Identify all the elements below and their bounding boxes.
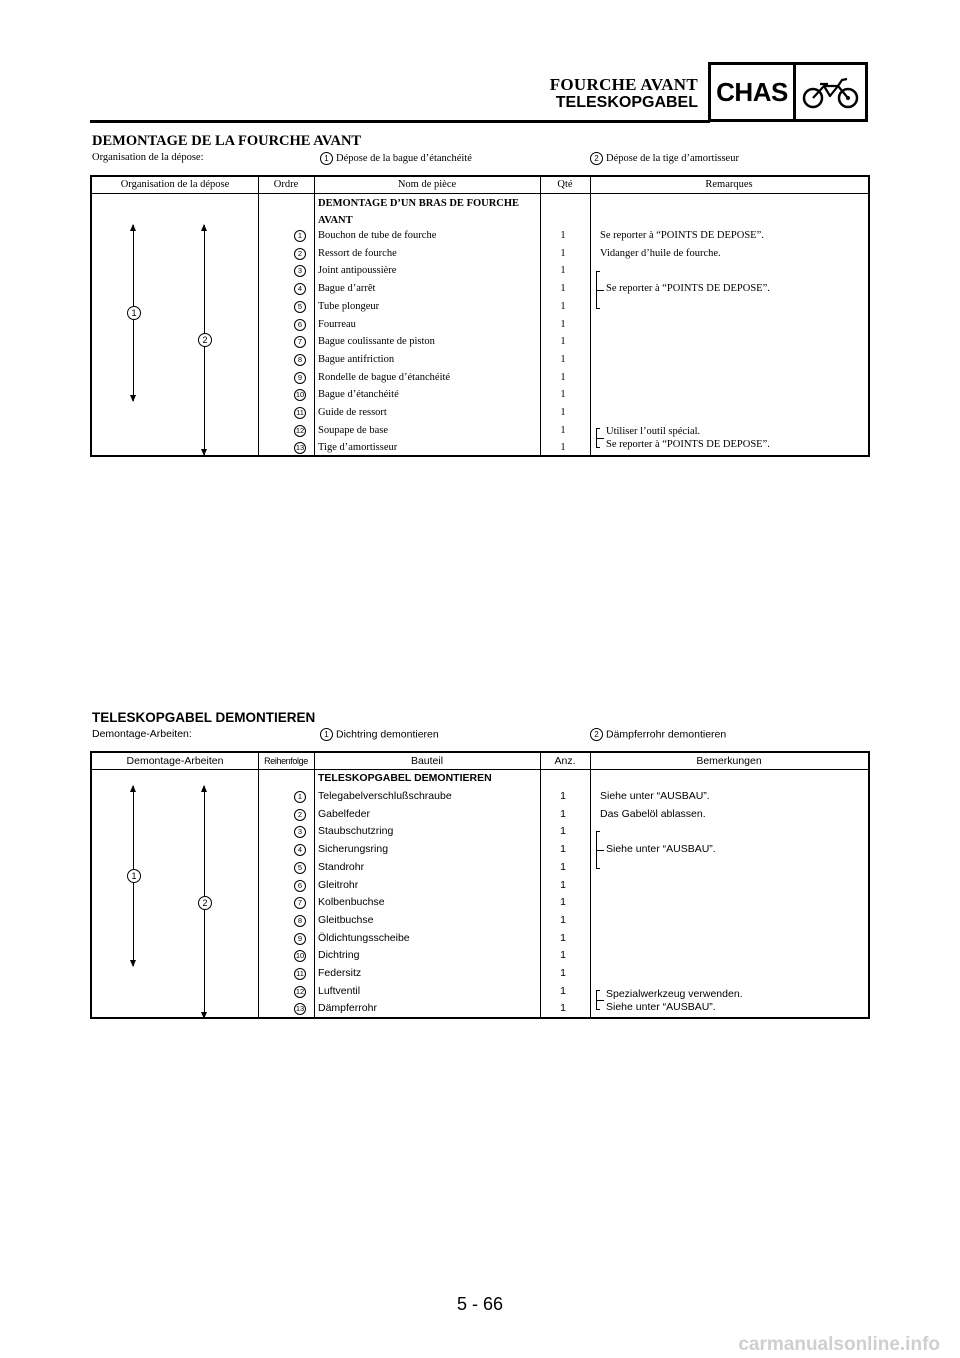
part-name: Bouchon de tube de fourche — [318, 230, 437, 241]
part-name: Tige d’amortisseur — [318, 442, 398, 454]
table-header-de — [92, 753, 868, 770]
col-header: Demontage-Arbeiten — [126, 755, 224, 767]
bracket — [596, 831, 600, 869]
org-item-1-de: 1 Dichtring demontieren — [320, 728, 439, 741]
sequence-label-2: 2 — [198, 896, 212, 910]
remark-bracket-1-de: Siehe unter “AUSBAU”. — [606, 843, 716, 855]
table-row — [92, 317, 868, 335]
circled-number: 6 — [294, 880, 306, 892]
org-item-2-fr: 2 Dépose de la tige d’amortisseur — [590, 152, 739, 165]
parts-table-fr — [90, 175, 870, 457]
remark-bracket-2a-fr: Utiliser l’outil spécial. — [606, 426, 701, 437]
row-order-number — [278, 354, 322, 366]
row-order-number — [278, 336, 322, 348]
col-header: Bemerkungen — [696, 755, 762, 767]
circled-number: 2 — [294, 809, 306, 821]
circled-number: 3 — [294, 265, 306, 277]
part-quantity: 1 — [560, 389, 566, 401]
table-row — [92, 877, 868, 895]
part-quantity: 1 — [560, 967, 566, 979]
row-order-number — [278, 896, 322, 909]
table-row — [92, 405, 868, 423]
part-remark: Vidanger d’huile de fourche. — [600, 247, 721, 259]
part-name: Gabelfeder — [318, 807, 370, 820]
table-row — [92, 788, 868, 806]
circled-number-2: 2 — [590, 152, 603, 165]
col-header: Anz. — [554, 755, 576, 767]
table-row — [92, 841, 868, 859]
table-group-heading-de: TELESKOPGABEL DEMONTIEREN — [318, 772, 492, 784]
col-header: Qté — [557, 179, 573, 190]
part-name: Bague d’étanchéité — [318, 389, 399, 401]
bracket — [596, 428, 600, 448]
sequence-label-1: 1 — [127, 869, 141, 883]
row-order-number — [278, 407, 322, 419]
table-row — [92, 1000, 868, 1018]
circled-number: 9 — [294, 372, 306, 384]
chapter-badge-label: CHAS — [711, 65, 796, 119]
part-quantity: 1 — [560, 407, 566, 418]
circled-number: 11 — [294, 407, 306, 419]
circled-number-1: 1 — [320, 152, 333, 165]
circled-number: 8 — [294, 354, 306, 366]
row-order-number — [278, 389, 322, 401]
remark-bracket-2b-de: Siehe unter “AUSBAU”. — [606, 1001, 716, 1013]
row-order-number — [278, 843, 322, 856]
part-quantity: 1 — [560, 984, 566, 997]
col-header: Bauteil — [410, 755, 444, 767]
row-order-number — [278, 861, 322, 874]
part-name: Gleitrohr — [318, 878, 359, 891]
table-row — [92, 806, 868, 824]
row-order-number — [278, 825, 322, 838]
circled-number: 12 — [295, 986, 305, 996]
header-title-de: TELESKOPGABEL — [555, 94, 698, 111]
part-name: Fourreau — [318, 318, 356, 330]
row-order-number — [278, 301, 322, 313]
part-quantity: 1 — [560, 336, 566, 348]
circled-number: 9 — [294, 933, 306, 945]
row-order-number — [278, 932, 322, 945]
part-name: Dämpferrohr — [318, 1002, 377, 1015]
bracket — [596, 271, 600, 309]
part-name: Federsitz — [318, 967, 362, 979]
org-item-2-de: 2 Dämpferrohr demontieren — [590, 728, 726, 741]
table-row — [92, 423, 868, 441]
part-name: Kolbenbuchse — [318, 896, 385, 909]
table-row — [92, 947, 868, 965]
col-header: Ordre — [273, 179, 299, 190]
section-title-fr: DEMONTAGE DE LA FOURCHE AVANT — [92, 133, 362, 149]
org-label-de: Demontage-Arbeiten: — [92, 728, 192, 740]
circled-number: 3 — [294, 826, 306, 838]
table-row — [92, 859, 868, 877]
circled-number: 5 — [294, 301, 306, 313]
row-order-number — [278, 265, 322, 277]
page-number: 5 - 66 — [456, 1294, 504, 1314]
part-name: Gleitbuchse — [318, 913, 374, 926]
part-quantity: 1 — [560, 949, 566, 962]
remark-bracket-2b-fr: Se reporter à “POINTS DE DEPOSE”. — [606, 439, 770, 450]
table-row — [92, 263, 868, 281]
row-order-number — [278, 985, 322, 998]
circled-number: 10 — [295, 390, 305, 400]
org-label-fr: Organisation de la dépose: — [92, 152, 204, 163]
col-header: Organisation de la dépose — [120, 179, 230, 190]
part-name: Bague coulissante de piston — [318, 336, 435, 348]
section-title-de: TELESKOPGABEL DEMONTIEREN — [92, 710, 316, 725]
row-order-number — [278, 879, 322, 892]
circled-number: 12 — [295, 425, 305, 435]
header-title-fr: FOURCHE AVANT — [549, 75, 698, 94]
part-quantity: 1 — [560, 860, 566, 873]
remark-bracket-1-fr: Se reporter à “POINTS DE DEPOSE”. — [606, 283, 770, 294]
row-order-number — [278, 372, 322, 384]
row-order-number — [278, 230, 322, 242]
row-order-number — [278, 283, 322, 295]
row-order-number — [278, 914, 322, 927]
row-order-number — [278, 790, 322, 803]
motorcycle-icon — [796, 65, 865, 119]
table-header-fr — [92, 177, 868, 194]
table-row — [92, 299, 868, 317]
table-row — [92, 246, 868, 264]
sequence-label-1: 1 — [127, 306, 141, 320]
part-quantity: 1 — [560, 896, 566, 909]
header-titles — [550, 76, 698, 112]
circled-number: 8 — [294, 915, 306, 927]
table-row — [92, 387, 868, 405]
row-order-number — [278, 1002, 322, 1015]
part-quantity: 1 — [560, 878, 566, 891]
part-quantity: 1 — [560, 843, 566, 856]
org-item-1-fr: 1 Dépose de la bague d’étanchéité — [320, 152, 472, 165]
sequence-label-2: 2 — [198, 333, 212, 347]
table-row — [92, 823, 868, 841]
row-order-number — [278, 808, 322, 821]
circled-number: 13 — [295, 1004, 305, 1014]
part-name: Staubschutzring — [318, 825, 394, 838]
part-name: Soupape de base — [318, 424, 388, 436]
part-quantity: 1 — [560, 353, 566, 365]
part-name: Dichtring — [318, 949, 360, 962]
part-quantity: 1 — [560, 825, 566, 838]
part-name: Bague antifriction — [318, 353, 395, 365]
row-order-number — [278, 425, 322, 437]
parts-table-de — [90, 751, 870, 1019]
circled-number: 1 — [294, 791, 306, 803]
part-name: Rondelle de bague d’étanchéité — [318, 371, 451, 383]
part-quantity: 1 — [560, 424, 566, 436]
table-group-heading-fr: DEMONTAGE D’UN BRAS DE FOURCHE AVANT — [318, 198, 520, 226]
bracket — [596, 990, 600, 1010]
chapter-badge — [708, 62, 868, 122]
watermark: carmanualsonline.info — [738, 1334, 940, 1355]
part-quantity: 1 — [560, 931, 566, 944]
part-quantity: 1 — [560, 913, 566, 926]
circled-number: 6 — [294, 319, 306, 331]
table-row — [92, 370, 868, 388]
col-header: Remarques — [705, 179, 753, 190]
part-name: Luftventil — [318, 984, 361, 997]
circled-number: 4 — [294, 844, 306, 856]
part-remark: Siehe unter “AUSBAU”. — [600, 790, 710, 802]
col-header: Nom de pièce — [397, 179, 457, 190]
row-order-number — [278, 967, 322, 980]
part-name: Bague d’arrêt — [318, 283, 376, 295]
part-quantity: 1 — [560, 318, 566, 330]
part-quantity: 1 — [560, 807, 566, 820]
part-quantity: 1 — [560, 230, 566, 241]
header-rule — [90, 120, 710, 123]
table-row — [92, 965, 868, 983]
table-row — [92, 352, 868, 370]
part-name: Ressort de fourche — [318, 247, 397, 259]
table-row — [92, 228, 868, 246]
remark-bracket-2a-de: Spezialwerkzeug verwenden. — [606, 988, 743, 1000]
row-order-number — [278, 442, 322, 454]
circled-number-2: 2 — [590, 728, 603, 741]
row-order-number — [278, 319, 322, 331]
part-quantity: 1 — [560, 283, 566, 295]
part-name: Telegabelverschlußschraube — [318, 790, 452, 802]
part-quantity: 1 — [560, 371, 566, 383]
part-quantity: 1 — [560, 1002, 566, 1015]
part-name: Öldichtungsscheibe — [318, 931, 410, 944]
circled-number: 13 — [295, 443, 305, 453]
part-quantity: 1 — [560, 790, 566, 802]
circled-number: 7 — [294, 336, 306, 348]
table-row — [92, 983, 868, 1001]
table-row — [92, 930, 868, 948]
part-name: Tube plongeur — [318, 300, 380, 312]
circled-number-1: 1 — [320, 728, 333, 741]
part-name: Joint antipoussière — [318, 265, 397, 277]
circled-number: 10 — [295, 951, 305, 961]
circled-number: 1 — [294, 230, 306, 242]
part-quantity: 1 — [560, 442, 566, 454]
table-row — [92, 912, 868, 930]
row-order-number — [278, 949, 322, 962]
part-quantity: 1 — [560, 300, 566, 312]
circled-number: 7 — [294, 897, 306, 909]
part-quantity: 1 — [560, 247, 566, 259]
part-quantity: 1 — [560, 265, 566, 277]
part-remark: Das Gabelöl ablassen. — [600, 807, 706, 820]
circled-number: 4 — [294, 283, 306, 295]
circled-number: 2 — [294, 248, 306, 260]
circled-number: 11 — [294, 968, 306, 980]
part-remark: Se reporter à “POINTS DE DEPOSE”. — [600, 230, 764, 241]
col-header: Reihenfolge — [264, 756, 308, 766]
part-name: Sicherungsring — [318, 843, 389, 856]
part-name: Guide de ressort — [318, 407, 387, 418]
part-name: Standrohr — [318, 860, 365, 873]
circled-number: 5 — [294, 862, 306, 874]
row-order-number — [278, 248, 322, 260]
